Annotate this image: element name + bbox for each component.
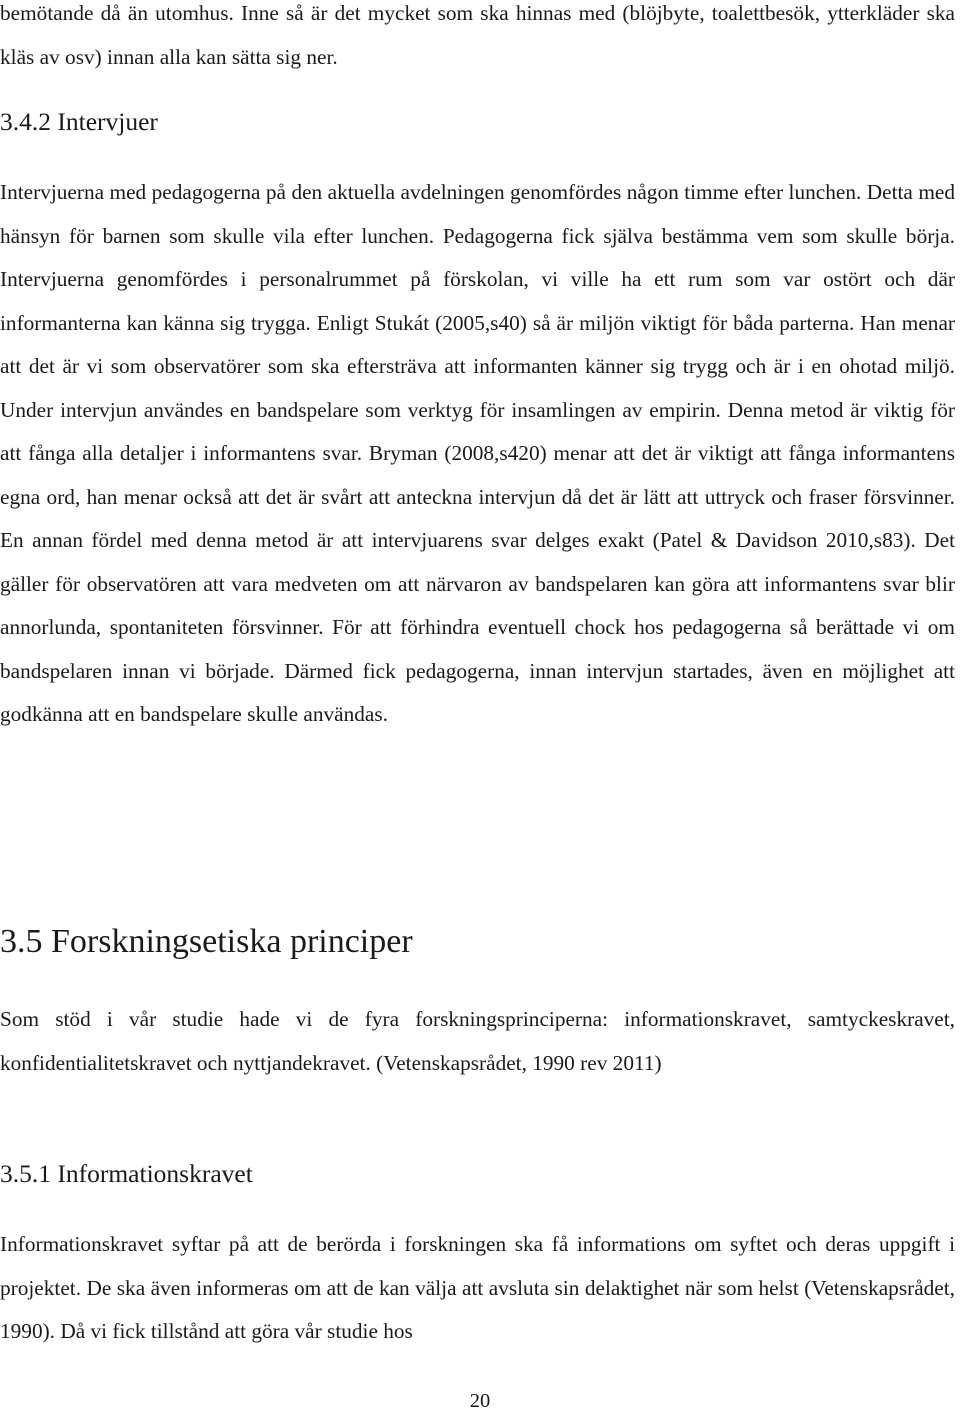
- section-paragraph-intervjuer: Intervjuerna med pedagogerna på den aktuella avdelningen genomfördes någon timme efter lunchen. Detta med hänsyn för barnen som skulle vila efter lunchen. Pedagogerna fick själva bestämma vem som skulle börja. Intervjuerna genomfördes i personalrummet på förskolan, vi ville ha ett rum som var ostört och där informanterna kan känna sig trygga. Enligt Stukát (2005,s40) så är miljön viktigt för båda parterna. Han menar att det är vi som observatörer som ska eftersträva att informanten känner sig trygg och är i en ohotad miljö. Under intervjun användes en bandspelare som verktyg för insamlingen av empirin. Denna metod är viktig för att fånga alla detaljer i informantens svar. Bryman (2008,s420) menar att det är viktigt att fånga informantens egna ord, han menar också att det är svårt att anteckna intervjun då det är lätt att uttryck och fraser försvinner. En annan fördel med denna metod är att intervjuarens svar delges exakt (Patel & Davidson 2010,s83). Det gäller för observatören att vara medveten om att närvaron av bandspelaren kan göra att informantens svar blir annorlunda, spontaniteten försvinner. För att förhindra eventuell chock hos pedagogerna så berättade vi om bandspelaren innan vi började. Därmed fick pedagogerna, innan intervjun startades, även en möjlighet att godkänna att en bandspelare skulle användas.: [0, 180, 955, 726]
- intro-paragraph: bemötande då än utomhus. Inne så är det mycket som ska hinnas med (blöjbyte, toalettbesök, ytterkläder ska kläs av osv) innan alla kan sätta sig ner.: [0, 1, 955, 69]
- page-number: 20: [469, 1390, 491, 1412]
- section-heading-forskningsetiska-principer: 3.5 Forskningsetiska principer: [0, 923, 413, 960]
- section-heading-informationskravet: 3.5.1 Informationskravet: [0, 1159, 253, 1188]
- section-heading-intervjuer: 3.4.2 Intervjuer: [0, 107, 158, 136]
- section-paragraph-informationskravet: Informationskravet syftar på att de berörda i forskningen ska få informations om syftet och deras uppgift i projektet. De ska även informeras om att de kan välja att avsluta sin delaktighet när som helst (Vetenskapsrådet, 1990). Då vi fick tillstånd att göra vår studie hos: [0, 1232, 955, 1343]
- section-paragraph-forskningsetiska-principer: Som stöd i vår studie hade vi de fyra forskningsprinciperna: informationskravet, samtyckeskravet, konfidentialitetskravet och nyttjandekravet. (Vetenskapsrådet, 1990 rev 2011): [0, 1007, 955, 1075]
